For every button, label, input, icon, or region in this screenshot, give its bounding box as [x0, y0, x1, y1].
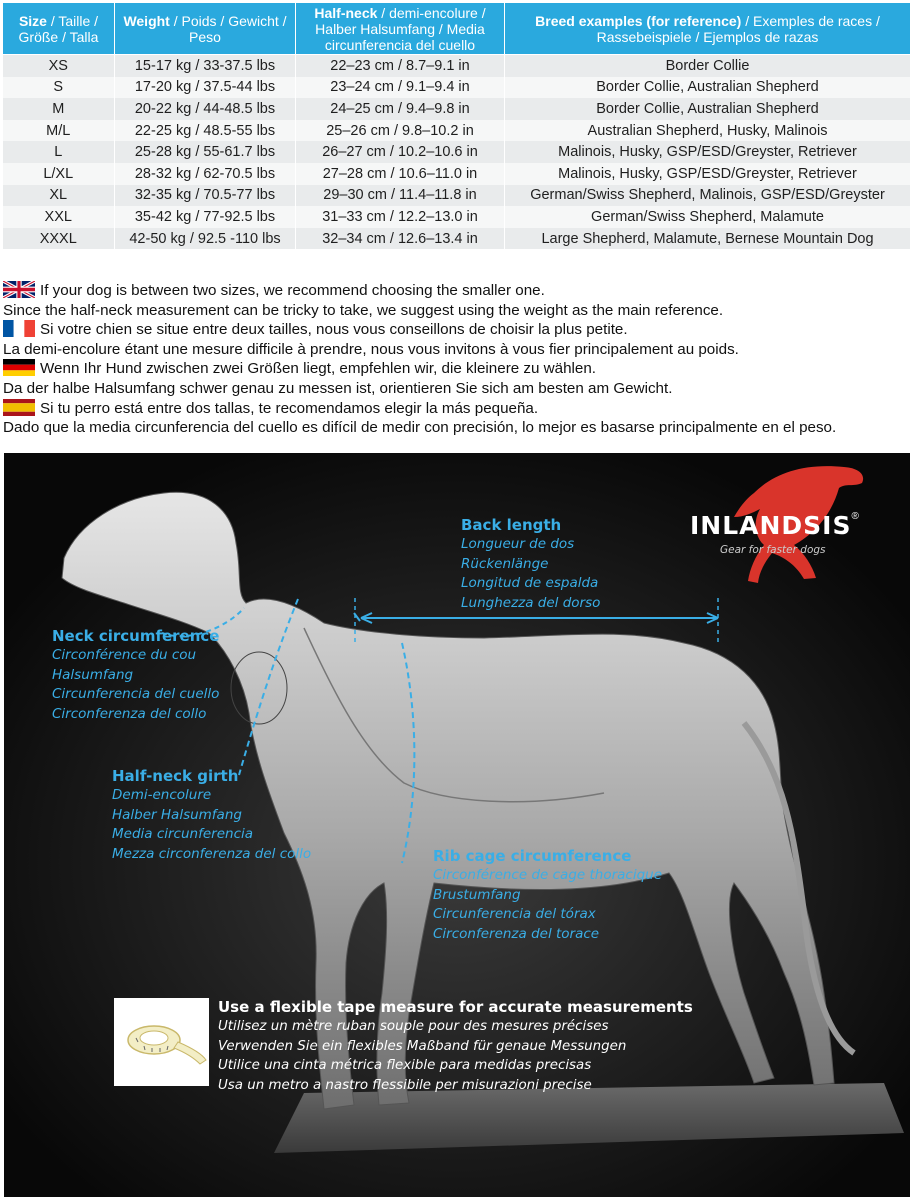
- tape-tip-es: Utilice una cinta métrica flexible para medidas precisas: [218, 1058, 592, 1074]
- cell-half-neck: 27–28 cm / 10.6–11.0 in: [296, 163, 505, 185]
- note-text: Wenn Ihr Hund zwischen zwei Größen liegt, empfehlen wir, die kleinere zu wählen.: [40, 360, 597, 378]
- cell-half-neck: 32–34 cm / 12.6–13.4 in: [296, 228, 505, 250]
- cell-half-neck: 29–30 cm / 11.4–11.8 in: [296, 185, 505, 207]
- cell-size: L/XL: [3, 163, 115, 185]
- note-line: [3, 359, 911, 379]
- back-length-de: Rückenlänge: [461, 555, 549, 572]
- cell-breeds: Border Collie, Australian Shepherd: [505, 98, 911, 120]
- header-size: Size / Taille / Größe / Talla: [3, 3, 115, 55]
- cell-weight: 32-35 kg / 70.5-77 lbs: [115, 185, 296, 207]
- rib-cage-title: Rib cage circumference: [433, 847, 632, 865]
- cell-half-neck: 26–27 cm / 10.2–10.6 in: [296, 141, 505, 163]
- note-line: [3, 281, 911, 301]
- back-length-it: Lunghezza del dorso: [461, 594, 601, 611]
- inlandsis-logo: [690, 511, 890, 556]
- back-length-label: [461, 515, 600, 613]
- cell-size: XXXL: [3, 228, 115, 250]
- note-line: [3, 418, 911, 438]
- cell-half-neck: 22–23 cm / 8.7–9.1 in: [296, 55, 505, 77]
- rib-cage-de: Brustumfang: [433, 886, 521, 903]
- size-table: [2, 2, 911, 249]
- table-row: [3, 141, 911, 163]
- half-neck-girth-it: Mezza circonferenza del collo: [112, 845, 312, 862]
- cell-breeds: German/Swiss Shepherd, Malamute: [505, 206, 911, 228]
- cell-size: M/L: [3, 120, 115, 142]
- cell-breeds: Border Collie: [505, 55, 911, 77]
- note-text: Si votre chien se situe entre deux tailles, nous vous conseillons de choisir la plus petite.: [40, 321, 628, 339]
- note-line: [3, 340, 911, 360]
- cell-half-neck: 31–33 cm / 12.2–13.0 in: [296, 206, 505, 228]
- cell-weight: 25-28 kg / 55-61.7 lbs: [115, 141, 296, 163]
- header-breed-examples: Breed examples (for reference) / Exemples de races / Rassebeispiele / Ejemplos de razas: [505, 3, 911, 55]
- cell-size: XXL: [3, 206, 115, 228]
- half-neck-girth-title: Half-neck girth: [112, 767, 239, 785]
- rib-cage-fr: Circonférence de cage thoracique: [433, 867, 663, 883]
- cell-breeds: Malinois, Husky, GSP/ESD/Greyster, Retriever: [505, 163, 911, 185]
- neck-circumference-it: Circonferenza del collo: [52, 705, 207, 722]
- note-line: [3, 320, 911, 340]
- tape-tip-fr: Utilisez un mètre ruban souple pour des mesures précises: [218, 1019, 609, 1034]
- cell-weight: 35-42 kg / 77-92.5 lbs: [115, 206, 296, 228]
- sizing-notes: [3, 281, 911, 438]
- note-line: [3, 379, 911, 399]
- tape-measure-tip: [218, 997, 693, 1095]
- note-text: If your dog is between two sizes, we recommend choosing the smaller one.: [40, 282, 545, 299]
- rib-cage-it: Circonferenza del torace: [433, 925, 600, 942]
- cell-breeds: German/Swiss Shepherd, Malinois, GSP/ESD/Greyster: [505, 185, 911, 207]
- france-flag: [3, 320, 35, 337]
- germany-flag: [3, 359, 35, 376]
- note-line: [3, 301, 911, 321]
- cell-half-neck: 23–24 cm / 9.1–9.4 in: [296, 77, 505, 99]
- spain-flag: [3, 399, 35, 416]
- neck-circumference-de: Halsumfang: [52, 666, 134, 683]
- neck-circumference-es: Circunferencia del cuello: [52, 686, 220, 703]
- table-row: [3, 228, 911, 250]
- table-row: [3, 55, 911, 77]
- cell-size: S: [3, 77, 115, 99]
- cell-weight: 28-32 kg / 62-70.5 lbs: [115, 163, 296, 185]
- header-half-neck: Half-neck / demi-encolure / Halber Halsumfang / Media circunferencia del cuello: [296, 3, 505, 55]
- back-length-fr: Longueur de dos: [461, 536, 575, 552]
- note-text: Since the half-neck measurement can be tricky to take, we suggest using the weight as the main reference.: [3, 301, 724, 319]
- header-weight: Weight / Poids / Gewicht / Peso: [115, 3, 296, 55]
- cell-weight: 20-22 kg / 44-48.5 lbs: [115, 98, 296, 120]
- cell-weight: 22-25 kg / 48.5-55 lbs: [115, 120, 296, 142]
- brand-tagline: Gear for faster dogs: [720, 544, 826, 556]
- neck-circumference-title: Neck circumference: [52, 627, 220, 645]
- note-text: Si tu perro está entre dos tallas, te recomendamos elegir la más pequeña.: [40, 399, 539, 417]
- cell-size: M: [3, 98, 115, 120]
- tape-tip-de: Verwenden Sie ein flexibles Maßband für genaue Messungen: [218, 1038, 627, 1054]
- brand-name: INLANDSIS: [690, 511, 852, 540]
- tape-tip-it: Usa un metro a nastro flessibile per misurazioni precise: [218, 1077, 592, 1093]
- cell-size: L: [3, 141, 115, 163]
- cell-half-neck: 24–25 cm / 9.4–9.8 in: [296, 98, 505, 120]
- rib-cage-es: Circunferencia del tórax: [433, 906, 596, 923]
- cell-breeds: Malinois, Husky, GSP/ESD/Greyster, Retriever: [505, 141, 911, 163]
- half-neck-girth-de: Halber Halsumfang: [112, 806, 242, 823]
- tape-tip-title: Use a flexible tape measure for accurate measurements: [218, 998, 693, 1016]
- rib-cage-label: [433, 846, 662, 944]
- table-row: [3, 120, 911, 142]
- table-row: [3, 163, 911, 185]
- cell-weight: 17-20 kg / 37.5-44 lbs: [115, 77, 296, 99]
- cell-weight: 15-17 kg / 33-37.5 lbs: [115, 55, 296, 77]
- measurement-illustration: [4, 453, 910, 1197]
- back-length-es: Longitud de espalda: [461, 575, 599, 592]
- note-text: Da der halbe Halsumfang schwer genau zu messen ist, orientieren Sie sich am besten am Gewicht.: [3, 379, 673, 397]
- cell-breeds: Border Collie, Australian Shepherd: [505, 77, 911, 99]
- tape-measure-icon: [114, 998, 209, 1086]
- table-row: [3, 185, 911, 207]
- cell-half-neck: 25–26 cm / 9.8–10.2 in: [296, 120, 505, 142]
- table-row: [3, 206, 911, 228]
- neck-circumference-fr: Circonférence du cou: [52, 647, 197, 663]
- note-text: La demi-encolure étant une mesure difficile à prendre, nous vous invitons à vous fier principalement au poids.: [3, 340, 739, 358]
- cell-breeds: Large Shepherd, Malamute, Bernese Mountain Dog: [505, 228, 911, 250]
- back-length-title: Back length: [461, 516, 562, 534]
- size-table-header-row: [3, 3, 911, 55]
- uk-flag: [3, 281, 35, 298]
- table-row: [3, 77, 911, 99]
- tape-measure-image: [114, 998, 209, 1086]
- note-text: Dado que la media circunferencia del cuello es difícil de medir con precisión, lo mejor es basarse principalmente en el peso.: [3, 419, 837, 437]
- half-neck-girth-label: [112, 766, 311, 864]
- half-neck-girth-fr: Demi-encolure: [112, 787, 212, 803]
- note-line: [3, 399, 911, 419]
- cell-breeds: Australian Shepherd, Husky, Malinois: [505, 120, 911, 142]
- neck-circumference-label: [52, 626, 219, 724]
- cell-size: XS: [3, 55, 115, 77]
- cell-size: XL: [3, 185, 115, 207]
- half-neck-girth-es: Media circunferencia: [112, 826, 254, 843]
- table-row: [3, 98, 911, 120]
- cell-weight: 42-50 kg / 92.5 -110 lbs: [115, 228, 296, 250]
- registered-mark: ®: [851, 511, 859, 522]
